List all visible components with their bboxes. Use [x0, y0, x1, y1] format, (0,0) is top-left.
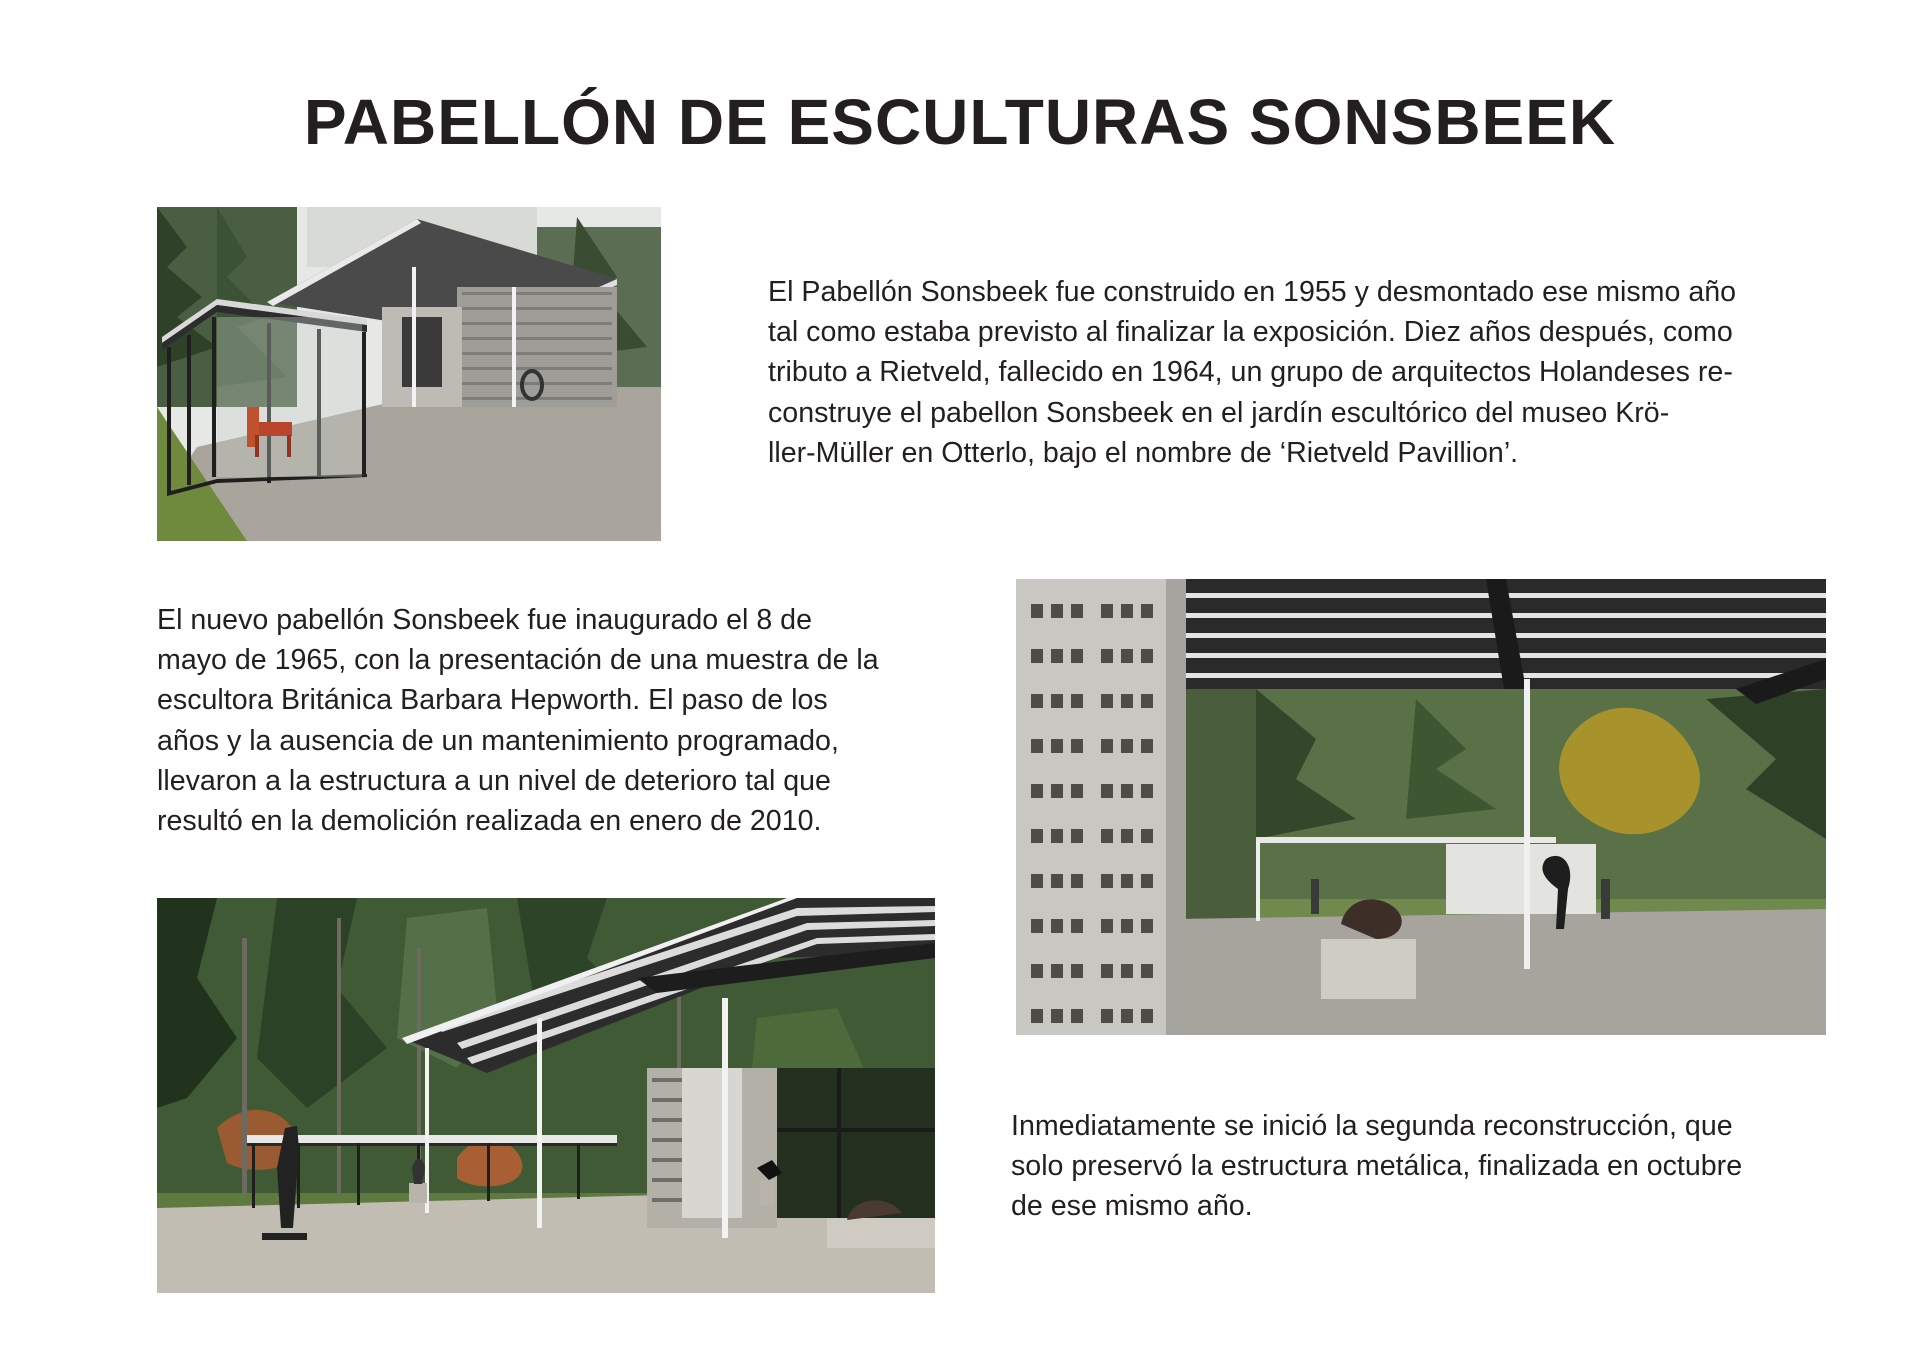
reconstruction-line: Inmediatamente se inició la segunda reconstrucción, que — [1011, 1110, 1733, 1142]
intro-line: construye el pabellon Sonsbeek en el jardín escultórico del museo Krö- — [768, 396, 1670, 429]
history-line: llevaron a la estructura a un nivel de deterioro tal que — [157, 764, 831, 797]
pavilion-interior-photo — [1016, 579, 1826, 1035]
pavilion-forest-photo — [157, 898, 935, 1293]
intro-line: tributo a Rietveld, fallecido en 1964, un grupo de arquitectos Holandeses re- — [768, 356, 1733, 389]
intro-line: ller-Müller en Otterlo, bajo el nombre de ‘Rietveld Pavillion’. — [768, 436, 1519, 469]
intro-line: tal como estaba previsto al finalizar la exposición. Diez años después, como — [768, 316, 1733, 349]
intro-paragraph — [768, 272, 1828, 473]
reconstruction-line: solo preservó la estructura metálica, finalizada en octubre — [1011, 1150, 1743, 1183]
history-line: resultó en la demolición realizada en enero de 2010. — [157, 805, 822, 838]
intro-line: El Pabellón Sonsbeek fue construido en 1955 y desmontado ese mismo año — [768, 276, 1737, 308]
history-line: El nuevo pabellón Sonsbeek fue inaugurado el 8 de — [157, 604, 812, 636]
history-line: años y la ausencia de un mantenimiento programado, — [157, 724, 839, 757]
history-line: escultora Británica Barbara Hepworth. El paso de los — [157, 684, 828, 717]
page-title: PABELLÓN DE ESCULTURAS SONSBEEK — [303, 86, 1617, 158]
history-line: mayo de 1965, con la presentación de una muestra de la — [157, 644, 879, 677]
reconstruction-paragraph — [1011, 1106, 1841, 1227]
pavilion-exterior-photo — [157, 207, 661, 541]
history-paragraph — [157, 600, 957, 841]
reconstruction-line: de ese mismo año. — [1011, 1190, 1253, 1223]
